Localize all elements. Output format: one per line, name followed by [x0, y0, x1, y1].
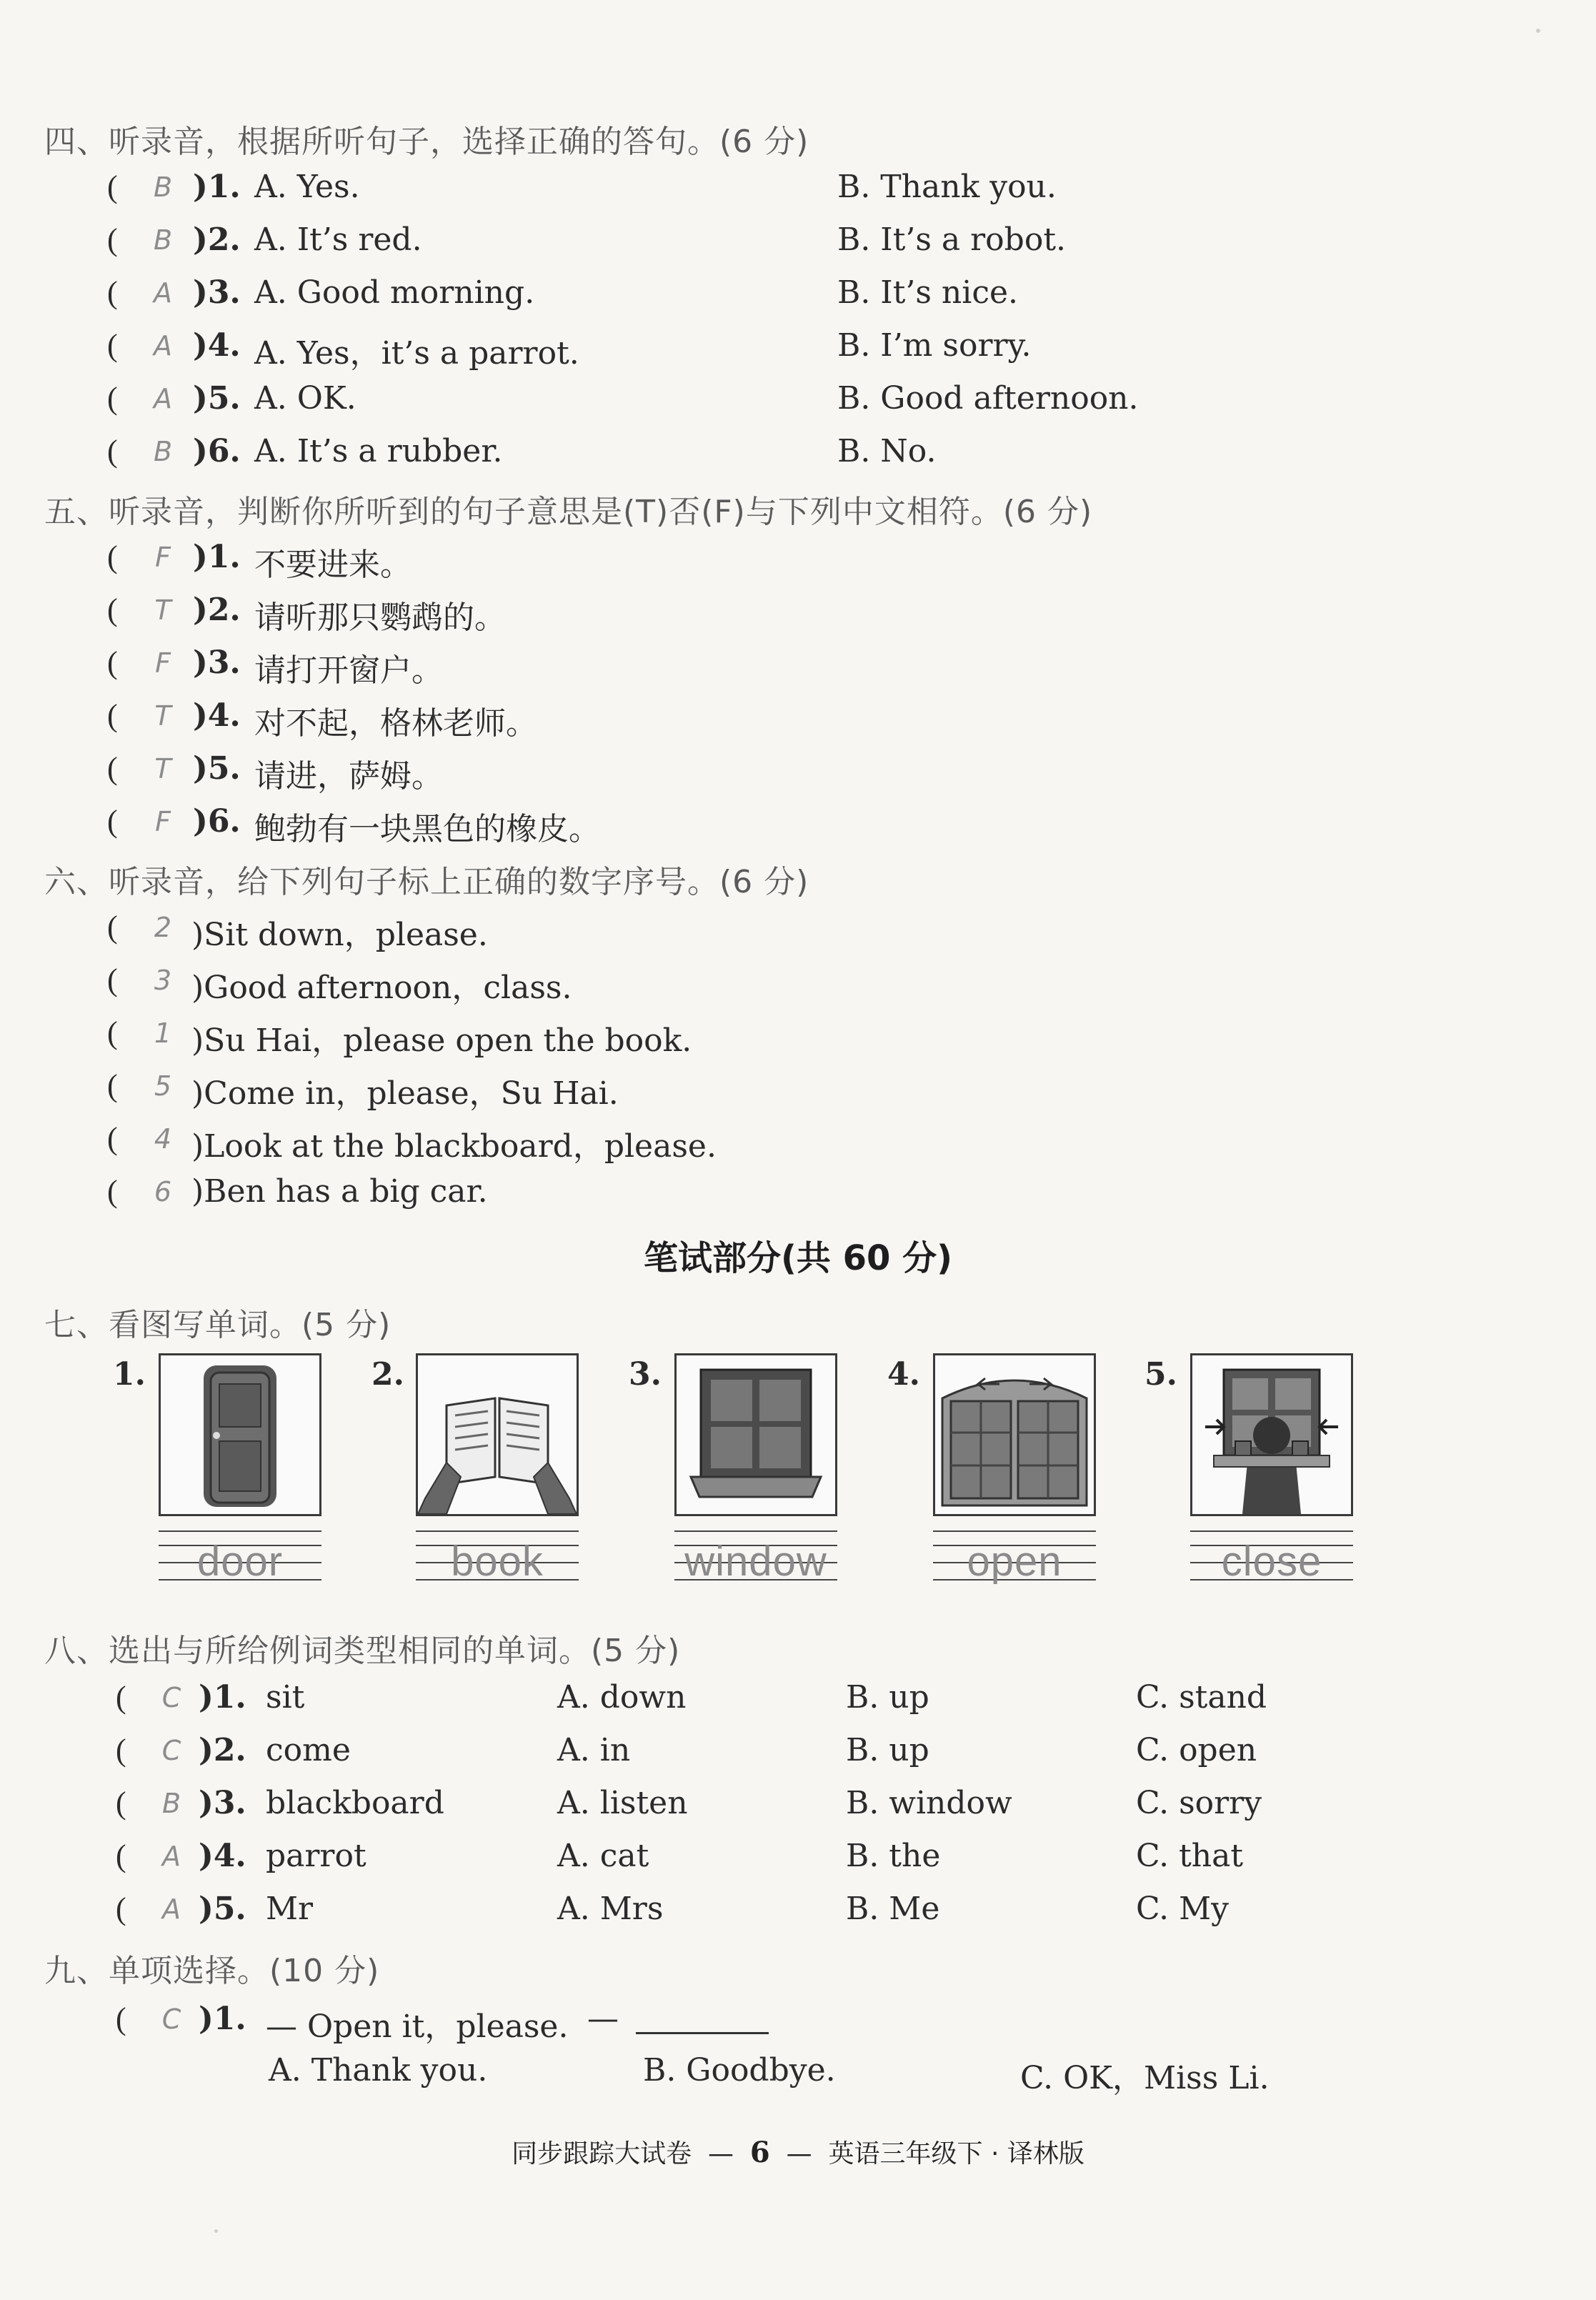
option-a: A. Thank you. — [269, 2052, 488, 2089]
writing-lines — [674, 1520, 837, 1592]
answer: T — [154, 700, 171, 732]
footer-sep: — — [786, 2139, 812, 2169]
sentence: 请打开窗户。 — [254, 652, 443, 689]
option-a: A. Yes. — [254, 169, 360, 205]
option-c: C. stand — [1136, 1679, 1267, 1716]
example-word: sit — [266, 1679, 305, 1716]
writing-lines — [1190, 1520, 1353, 1592]
page-footer — [0, 2134, 1596, 2170]
sentence: )Come in，please，Su Hai. — [191, 1075, 619, 1112]
option-b: B. Good afternoon. — [837, 380, 1139, 417]
paren-open: ( — [107, 1121, 118, 1156]
pic-number: 2. — [371, 1356, 404, 1393]
paren-open: ( — [107, 751, 118, 786]
option-a: A. It’s red. — [254, 221, 422, 258]
section-5-title: 五、听录音，判断你所听到的句子意思是(T)否(F)与下列中文相符。(6 分) — [44, 494, 1093, 530]
writing-lines — [416, 1520, 579, 1592]
answer: 5 — [154, 1070, 172, 1102]
writing-lines — [159, 1520, 321, 1592]
option-b: B. the — [846, 1838, 941, 1874]
item-number: )5. — [193, 750, 241, 787]
paren-open: ( — [107, 169, 118, 204]
item-number: )4. — [199, 1838, 246, 1874]
paren-open: ( — [107, 645, 118, 680]
option-b: B. Me — [846, 1891, 940, 1927]
option-a: A. Good morning. — [254, 274, 535, 311]
answer: F — [155, 647, 171, 679]
example-word: come — [266, 1732, 351, 1768]
item-number: )4. — [193, 697, 241, 734]
answer: 4 — [154, 1123, 172, 1155]
answer: A — [154, 383, 172, 414]
sentence: )Sit down，please. — [191, 917, 488, 953]
paren-open: ( — [107, 539, 118, 574]
option-a: A. Mrs — [557, 1891, 664, 1927]
sentence: )Su Hai，please open the book. — [191, 1022, 692, 1059]
option-c: C. open — [1136, 1732, 1257, 1768]
sentence: 对不起，格林老师。 — [254, 705, 537, 742]
door-icon — [159, 1353, 321, 1516]
sentence: 请听那只鹦鹉的。 — [254, 599, 506, 636]
item-number: )1. — [199, 1679, 246, 1716]
answer-word: door — [196, 1538, 284, 1585]
paren-open: ( — [107, 222, 118, 257]
pic-number: 5. — [1144, 1356, 1177, 1393]
option-a: A. It’s a rubber. — [254, 433, 503, 469]
option-b: B. up — [846, 1732, 929, 1768]
option-b: B. Thank you. — [837, 169, 1057, 205]
sentence: 请进，萨姆。 — [254, 758, 443, 795]
answer: B — [153, 436, 173, 467]
pic-number: 3. — [629, 1356, 662, 1393]
section-6-title: 六、听录音，给下列句子标上正确的数字序号。(6 分) — [44, 864, 809, 900]
reply-dash: — — [587, 2001, 619, 2037]
answer: 3 — [154, 965, 172, 996]
paren-open: ( — [116, 1891, 126, 1926]
paren-open: ( — [107, 804, 118, 839]
answer: A — [154, 277, 172, 309]
option-b: B. window — [846, 1785, 1012, 1821]
answer: 1 — [154, 1017, 172, 1049]
item-number: )3. — [193, 274, 241, 311]
page-number: 6 — [749, 2136, 770, 2169]
paren-open: ( — [107, 1174, 118, 1209]
answer: F — [155, 806, 171, 837]
paren-open: ( — [107, 381, 118, 416]
scan-speck — [214, 2229, 218, 2233]
option-c: C. My — [1136, 1891, 1229, 1927]
option-b: B. Goodbye. — [643, 2052, 836, 2089]
answer: C — [161, 1682, 181, 1713]
answer-word: close — [1221, 1538, 1322, 1585]
sentence: )Look at the blackboard，please. — [191, 1128, 717, 1165]
section-7-title: 七、看图写单词。(5 分) — [44, 1307, 391, 1343]
item-number: )6. — [193, 433, 241, 469]
answer: A — [154, 330, 172, 362]
item-number: )5. — [193, 380, 241, 417]
section-9-title: 九、单项选择。(10 分) — [44, 1953, 380, 1989]
item-number: )2. — [199, 1732, 246, 1768]
paren-open: ( — [116, 1838, 126, 1873]
footer-sep: — — [708, 2139, 734, 2169]
written-part-title: 笔试部分(共 60 分) — [643, 1238, 953, 1278]
answer: 2 — [154, 912, 172, 943]
paren-open: ( — [107, 592, 118, 627]
item-number: )1. — [199, 2001, 246, 2037]
item-number: )4. — [193, 327, 241, 364]
example-word: parrot — [266, 1838, 366, 1874]
question-stem: — Open it，please. — [266, 2008, 569, 2045]
answer: C — [161, 2003, 181, 2035]
section-8-title: 八、选出与所给例词类型相同的单词。(5 分) — [44, 1633, 681, 1669]
sentence: 鲍勃有一块黑色的橡皮。 — [254, 811, 600, 847]
item-number: )5. — [199, 1891, 246, 1927]
option-c: C. OK，Miss Li. — [1020, 2060, 1270, 2096]
item-number: )1. — [193, 169, 241, 205]
paren-open: ( — [107, 910, 118, 945]
option-b: B. up — [846, 1679, 929, 1716]
answer-word: window — [684, 1538, 827, 1585]
option-b: B. It’s nice. — [837, 274, 1018, 311]
option-a: A. down — [557, 1679, 687, 1716]
option-b: B. I’m sorry. — [837, 327, 1032, 364]
paren-open: ( — [116, 1680, 126, 1715]
option-a: A. in — [557, 1732, 631, 1768]
sentence: 不要进来。 — [254, 547, 412, 583]
paren-open: ( — [107, 698, 118, 733]
example-word: Mr — [266, 1891, 314, 1927]
option-c: C. that — [1136, 1838, 1244, 1874]
answer: T — [154, 594, 171, 626]
paren-open: ( — [116, 1733, 126, 1768]
paren-open: ( — [107, 962, 118, 997]
open-window-icon — [933, 1353, 1096, 1516]
answer: 6 — [154, 1176, 172, 1208]
pic-number: 1. — [113, 1356, 146, 1393]
sentence: )Ben has a big car. — [191, 1173, 488, 1210]
answer: T — [154, 753, 171, 785]
item-number: )6. — [193, 803, 241, 840]
answer: A — [162, 1893, 181, 1925]
paren-open: ( — [107, 328, 118, 363]
example-word: blackboard — [266, 1785, 444, 1821]
paren-open: ( — [107, 1068, 118, 1103]
answer: B — [153, 171, 173, 203]
open-book-icon — [416, 1353, 579, 1516]
item-number: )3. — [193, 644, 241, 681]
item-number: )1. — [193, 539, 241, 575]
paren-open: ( — [116, 1786, 126, 1821]
answer: F — [155, 542, 171, 573]
answer-blank — [636, 2032, 769, 2034]
answer: B — [153, 224, 173, 256]
answer-word: book — [451, 1538, 544, 1585]
window-icon — [674, 1353, 837, 1516]
paren-open: ( — [107, 1015, 118, 1050]
item-number: )2. — [193, 221, 241, 258]
closing-window-icon — [1190, 1353, 1353, 1516]
answer: B — [161, 1788, 181, 1819]
paren-open: ( — [116, 2001, 126, 2036]
answer: C — [161, 1735, 181, 1766]
footer-book-title: 同步跟踪大试卷 — [512, 2139, 692, 2169]
writing-lines — [933, 1520, 1096, 1592]
option-a: A. Yes，it’s a parrot. — [254, 335, 579, 372]
paren-open: ( — [107, 434, 118, 469]
answer: A — [162, 1841, 181, 1872]
pic-number: 4. — [887, 1356, 920, 1393]
option-b: B. It’s a robot. — [837, 221, 1066, 258]
item-number: )3. — [199, 1785, 246, 1821]
scan-speck — [1536, 29, 1540, 33]
sentence: )Good afternoon，class. — [191, 970, 572, 1006]
paren-open: ( — [107, 275, 118, 310]
footer-subject: 英语三年级下 · 译林版 — [828, 2139, 1084, 2169]
option-b: B. No. — [837, 433, 937, 469]
option-a: A. listen — [557, 1785, 688, 1821]
item-number: )2. — [193, 592, 241, 628]
option-c: C. sorry — [1136, 1785, 1262, 1821]
answer-word: open — [967, 1538, 1062, 1585]
option-a: A. cat — [557, 1838, 649, 1874]
option-a: A. OK. — [254, 380, 356, 417]
section-4-title: 四、听录音，根据所听句子，选择正确的答句。(6 分) — [44, 124, 809, 160]
